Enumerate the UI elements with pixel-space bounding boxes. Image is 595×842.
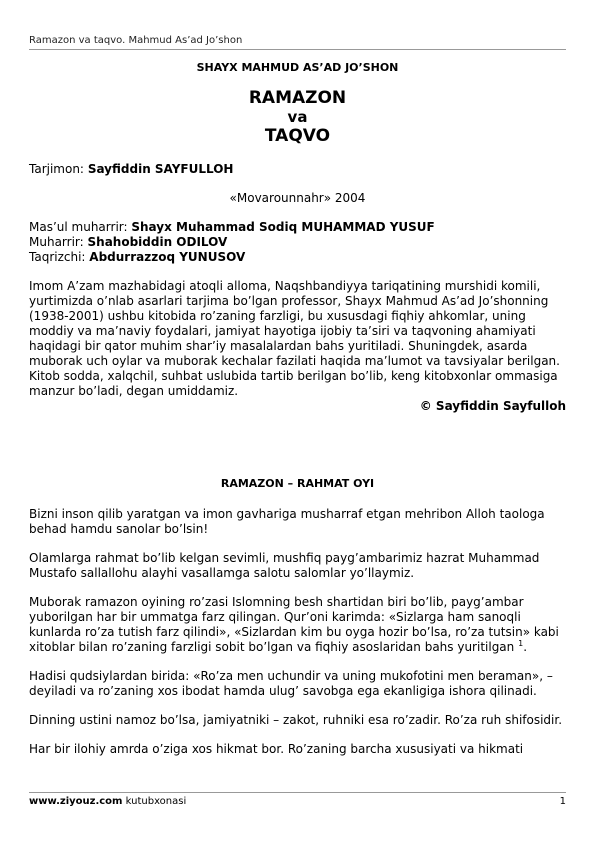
- page-number: 1: [559, 796, 566, 807]
- credit-reviewer: [29, 250, 566, 265]
- footer-source: [29, 796, 186, 807]
- book-author: SHAYX MAHMUD AS’AD JO’SHON: [196, 61, 399, 74]
- footer-site-link[interactable]: www.ziyouz.com: [29, 796, 123, 807]
- body-paragraph: Muborak ramazon oyining ro’zasi Islomning besh shartidan biri bo’lib, payg’ambar yuborilgan har bir ummatga farz qilingan. Qur’oni karimda: «Sizlarga ham sanoqli kunlarda ro’za tutish farz qilindi», «Sizlardan kim bu oyga hozir bo’lsa, ro’za tutsin» kabi xitoblar bilan ro’zaning farzligi sobit bo’lgan va fiqhiy asoslaridan bahs yuritilgan $^1$.: [29, 595, 559, 654]
- title-line-2: va: [287, 108, 308, 126]
- title-line-1: RAMAZON: [248, 88, 347, 108]
- credit-label: Taqrizchi:: [29, 250, 86, 264]
- title-line-3: TAQVO: [264, 126, 331, 146]
- body-paragraph: Har bir ilohiy amrda o’ziga xos hikmat bor. Ro’zaning barcha xususiyati va hikmati: [29, 742, 524, 756]
- section-title: RAMAZON – RAHMAT OYI: [220, 477, 375, 490]
- body-paragraph-text: Muborak ramazon oyining ro’zasi Islomning besh shartidan biri bo’lib, payg’ambar yuborilgan har bir ummatga farz qilingan. Qur’oni karimda: «Sizlarga ham sanoqli kunlarda ro’za tutish farz qilindi», «Sizlardan kim bu oyga hozir bo’lsa, ro’za tutsin» kabi xitoblar bilan ro’zaning farzligi sobit bo’lgan va fiqhiy asoslaridan bahs yuritilgan: [29, 595, 559, 654]
- credit-label: Mas’ul muharrir:: [29, 220, 128, 234]
- body-paragraph: Hadisi qudsiylardan birida: «Ro’za men uchundir va uning mukofotini men beraman», – deyiladi va ro’zaning xos ibodat hamda ulug’ savobga ega ekanligiga ishora qilinadi.: [29, 669, 553, 698]
- credit-name: Shahobiddin ODILOV: [87, 235, 228, 249]
- body-paragraph: Olamlarga rahmat bo’lib kelgan sevimli, mushfiq payg’ambarimiz hazrat Muhammad Mustafo sallallohu alayhi vasallamga salotu salomlar yo’llaymiz.: [29, 551, 540, 580]
- translator-label: Tarjimon:: [29, 162, 84, 176]
- credit-name: Abdurrazzoq YUNUSOV: [89, 250, 246, 264]
- translator-name: Sayfiddin SAYFULLOH: [87, 162, 234, 176]
- footnote-marker[interactable]: 1: [518, 639, 524, 648]
- page-content: [29, 60, 566, 757]
- credit-editor-in-chief: [29, 220, 566, 235]
- running-header: Ramazon va taqvo. Mahmud As’ad Jo’shon: [29, 35, 243, 46]
- credit-name: Shayx Muhammad Sodiq MUHAMMAD YUSUF: [131, 220, 435, 234]
- publisher-line: «Movarounnahr» 2004: [229, 191, 366, 205]
- page-footer: [29, 796, 566, 807]
- intro-paragraph: Imom A’zam mazhabidagi atoqli alloma, Naqshbandiyya tariqatining murshidi komili, yurtimizda o’nlab asarlari tarjima bo’lgan professor, Shayx Mahmud As’ad Jo’shonning (1938-2001) ushbu kitobida ro’zaning farzligi, bu xususdagi fiqhiy ahkomlar, uning moddiy va ma’naviy foydalari, jamiyat hayotiga ijobiy ta’siri va taqvoning ahamiyati haqidagi bir qator muhim shar’iy masalalardan bahs yuritiladi. Shuningdek, asarda muborak uch oylar va muborak kechalar fazilati haqida ma’lumot va tavsiyalar berilgan. Kitob sodda, xalqchil, suhbat uslubida tartib berilgan bo’lib, keng kitobxonlar ommasiga manzur bo’ladi, degan umiddamiz.: [29, 279, 560, 398]
- book-title: [29, 89, 566, 146]
- credit-label: Muharrir:: [29, 235, 84, 249]
- translator-line: [29, 162, 566, 177]
- body-paragraph: Bizni inson qilib yaratgan va imon gavhariga musharraf etgan mehribon Alloh taologa behad hamdu sanolar bo’lsin!: [29, 507, 545, 536]
- credit-editor: [29, 235, 566, 250]
- footer-divider: [29, 792, 566, 793]
- footer-suffix: kutubxonasi: [122, 796, 187, 807]
- body-paragraph: Dinning ustini namoz bo’lsa, jamiyatniki – zakot, ruhniki esa ro’zadir. Ro’za ruh shifosidir.: [29, 713, 563, 727]
- header-divider: [29, 49, 566, 50]
- translator-signature: © Sayfiddin Sayfulloh: [419, 399, 566, 413]
